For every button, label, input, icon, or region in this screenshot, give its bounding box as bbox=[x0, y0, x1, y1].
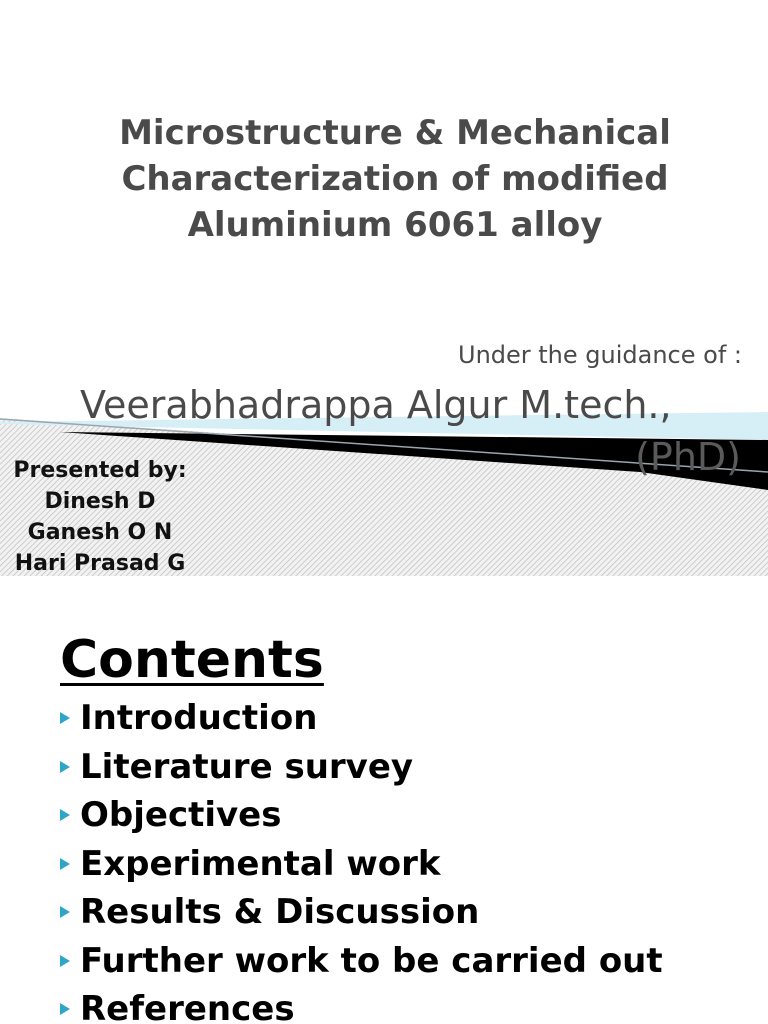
list-item bbox=[58, 840, 663, 889]
list-item bbox=[58, 694, 663, 743]
presenters-block bbox=[0, 455, 200, 576]
list-item bbox=[58, 888, 663, 937]
contents-slide bbox=[0, 576, 768, 1024]
list-item bbox=[58, 791, 663, 840]
triangle-bullet-icon bbox=[60, 809, 70, 821]
list-item bbox=[58, 743, 663, 792]
presenter-name: Hari Prasad G bbox=[14, 551, 186, 576]
guidance-label: Under the guidance of : bbox=[458, 341, 742, 369]
list-item-label: Experimental work bbox=[80, 843, 441, 884]
guide-degree: (PhD) bbox=[635, 435, 741, 479]
triangle-bullet-icon bbox=[60, 906, 70, 918]
triangle-bullet-icon bbox=[60, 761, 70, 773]
list-item bbox=[58, 985, 663, 1024]
list-item-label: Further work to be carried out bbox=[80, 940, 663, 981]
presenters-heading: Presented by: bbox=[13, 458, 187, 483]
list-item-label: References bbox=[80, 989, 295, 1024]
guide-name: Veerabhadrappa Algur M.tech., bbox=[80, 383, 672, 427]
triangle-bullet-icon bbox=[60, 955, 70, 967]
list-item bbox=[58, 937, 663, 986]
presenter-name: Ganesh O N bbox=[27, 520, 173, 545]
contents-heading: Contents bbox=[60, 630, 324, 690]
presenter-name: Dinesh D bbox=[44, 489, 156, 514]
list-item-label: Literature survey bbox=[80, 746, 414, 787]
list-item-label: Introduction bbox=[80, 698, 318, 738]
triangle-bullet-icon bbox=[60, 1003, 70, 1015]
list-item-label: Results & Discussion bbox=[80, 892, 480, 932]
list-item-label: Objectives bbox=[80, 795, 282, 835]
presentation-title: Microstructure & Mechanical Characterization of modified Aluminium 6061 alloy bbox=[119, 113, 671, 245]
triangle-bullet-icon bbox=[60, 858, 70, 870]
contents-list bbox=[58, 694, 663, 1024]
triangle-bullet-icon bbox=[60, 712, 70, 724]
